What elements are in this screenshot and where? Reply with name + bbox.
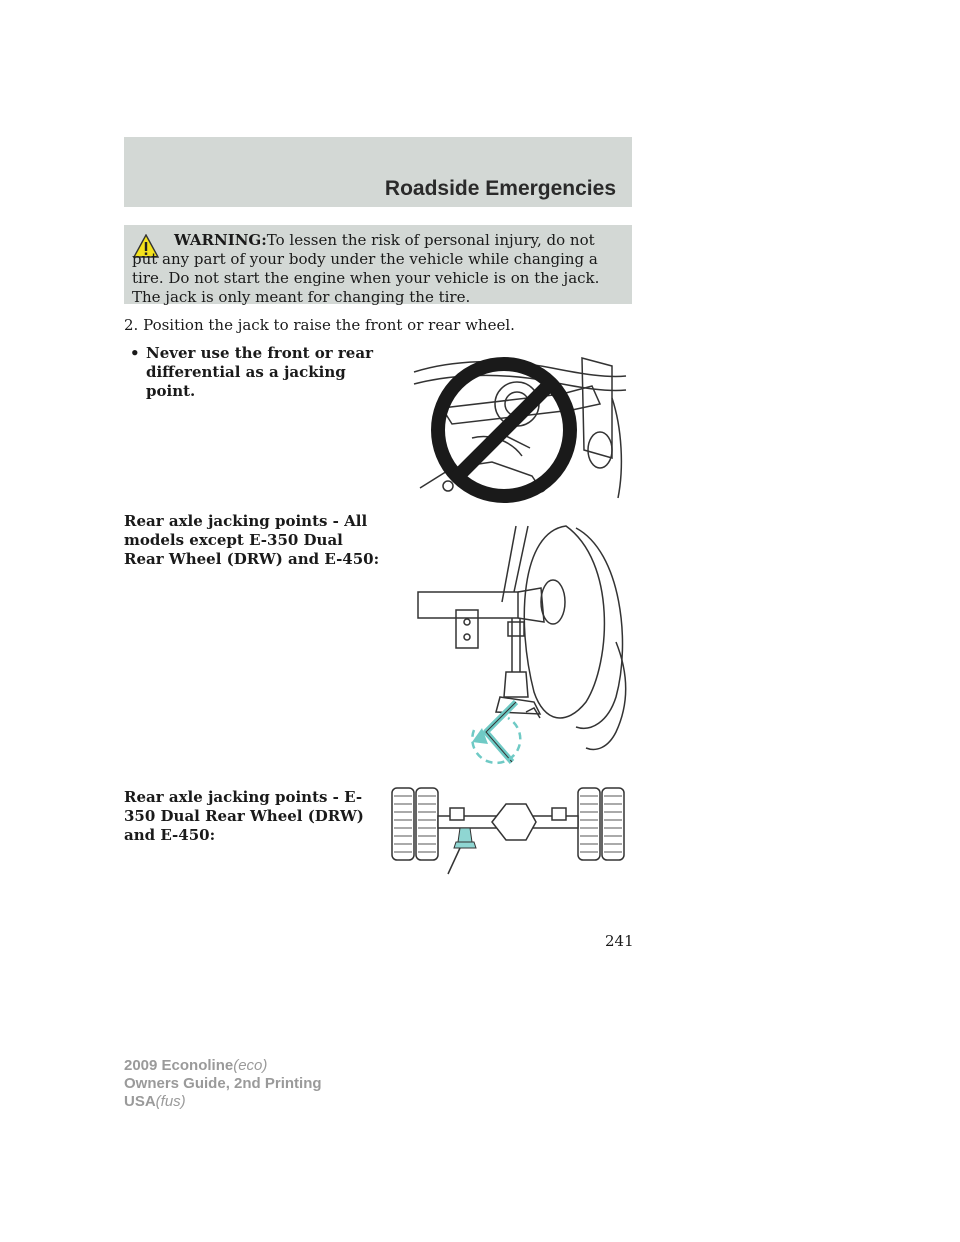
footer-market-code: (fus): [155, 1093, 186, 1110]
prohibition-slash: [457, 383, 551, 477]
bullet-item: [124, 344, 384, 401]
footer-market: USA: [124, 1093, 156, 1110]
footer-line-1: [124, 1057, 322, 1075]
footer-line-2: Owners Guide, 2nd Printing: [124, 1075, 322, 1092]
caption-rear-axle-drw: Rear axle jacking points - E-350 Dual Rear Wheel (DRW) and E-450:: [124, 788, 364, 844]
warning-body: To lessen the risk of personal injury, do not put any part of your body under the vehicle while changing a tire. Do not start the engine when your vehicle is on the jack. The jack is only meant for changing the tire.: [132, 231, 600, 306]
section-title: Roadside Emergencies: [384, 177, 616, 200]
differential-prohibited-figure: [412, 338, 630, 506]
footer-model: 2009 Econoline: [124, 1057, 234, 1074]
bullet-symbol: •: [130, 344, 140, 362]
page-number: 241: [605, 932, 634, 950]
caption-rear-axle-all-models: Rear axle jacking points - All models except E-350 Dual Rear Wheel (DRW) and E-450:: [124, 512, 380, 568]
section-header-band: [124, 137, 632, 207]
footer-line-3: [124, 1093, 322, 1111]
step-2-text: 2. Position the jack to raise the front or rear wheel.: [124, 316, 515, 334]
footer: [124, 1057, 322, 1111]
warning-box: [124, 225, 632, 304]
rear-axle-jack-figure: [416, 522, 634, 778]
warning-label: WARNING:: [174, 231, 267, 249]
footer-model-code: (eco): [233, 1057, 268, 1074]
bullet-text: Never use the front or rear differential as a jacking point.: [146, 344, 373, 400]
dual-rear-wheel-axle-figure: [386, 782, 636, 876]
warning-text: [132, 231, 624, 307]
